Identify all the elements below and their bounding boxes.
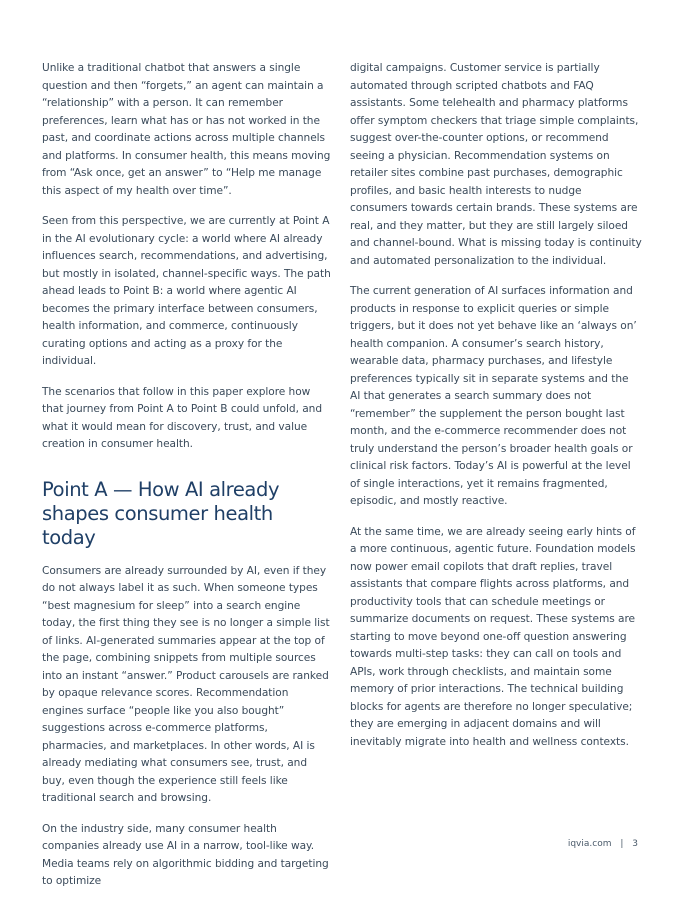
page-number: 3 bbox=[632, 839, 638, 849]
footer-separator: | bbox=[620, 839, 624, 849]
left-column bbox=[42, 60, 332, 904]
paragraph: Consumers are already surrounded by AI, even if they do not always label it as such. When someone types “best magnesium for sleep” into a search engine today, the first thing they see is no longer a simple list of links. AI-generated summaries appear at the top of the page, combining snippets from multiple sources into an instant “answer.” Product carousels are ranked by opaque relevance scores. Recommendation engines surface “people like you also bought” suggestions across e-commerce platforms, pharmacies, and marketplaces. In other words, AI is already mediating what consumers see, trust, and buy, even though the experience still feels like traditional search and browsing. bbox=[42, 564, 330, 804]
paragraph: The current generation of AI surfaces information and products in response to explicit queries or simple triggers, but it does not yet behave like an ‘always on’ health companion. A consumer’s search history, wearable data, pharmacy purchases, and lifestyle preferences typically sit in separate systems and the AI that generates a search summary does not “remember” the supplement the person bought last month, and the e-commerce recommender does not truly understand the person’s broader health goals or clinical risk factors. Today’s AI is powerful at the level of single interactions, yet it remains fragmented, episodic, and mostly reactive. bbox=[350, 285, 637, 507]
paragraph: The scenarios that follow in this paper explore how that journey from Point A to Point B could unfold, and what it would mean for discovery, trust, and value creation in consumer health. bbox=[42, 385, 322, 450]
paragraph: At the same time, we are already seeing early hints of a more continuous, agentic future. Foundation models now power email copilots that draft replies, travel assistants that compare flights across platforms, and productivity tools that can schedule meetings or summarize documents on request. These systems are starting to move beyond one-off question answering towards multi-step tasks: they can call on tools and APIs, work through checklists, and maintain some memory of prior interactions. The technical building blocks for agents are therefore no longer speculative; they are emerging in adjacent domains and will inevitably migrate into health and wellness contexts. bbox=[350, 525, 636, 748]
section-heading: Point A — How AI already shapes consumer health today bbox=[42, 477, 280, 549]
paragraph: digital campaigns. Customer service is partially automated through scripted chatbots and FAQ assistants. Some telehealth and pharmacy platforms offer symptom checkers that triage simple complaints, suggest over-the-counter options, or recommend seeing a physician. Recommendation systems on retailer sites combine past purchases, demographic profiles, and basic health interests to nudge consumers towards certain brands. These systems are real, and they matter, but they are still largely siloed and channel-bound. What is missing today is continuity and automated personalization to the individual. bbox=[350, 62, 642, 267]
right-column bbox=[350, 60, 642, 764]
paragraph: Unlike a traditional chatbot that answers a single question and then “forgets,” an agent can maintain a “relationship” with a person. It can remember preferences, learn what has or has not worked in the past, and coordinate actions across multiple channels and platforms. In consumer health, this means moving from “Ask once, get an answer” to “Help me manage this aspect of my health over time”. bbox=[42, 62, 331, 197]
paragraph: Seen from this perspective, we are currently at Point A in the AI evolutionary cycle: a world where AI already influences search, recommendations, and advertising, but mostly in isolated, channel-specific ways. The path ahead leads to Point B: a world where agentic AI becomes the primary interface between consumers, health information, and commerce, continuously curating options and acting as a proxy for the individual. bbox=[42, 215, 331, 367]
paragraph: On the industry side, many consumer health companies already use AI in a narrow, tool-like way. Media teams rely on algorithmic bidding and targeting to optimize bbox=[42, 822, 329, 887]
footer-site-link[interactable]: iqvia.com bbox=[567, 839, 612, 849]
page-footer bbox=[568, 839, 638, 849]
